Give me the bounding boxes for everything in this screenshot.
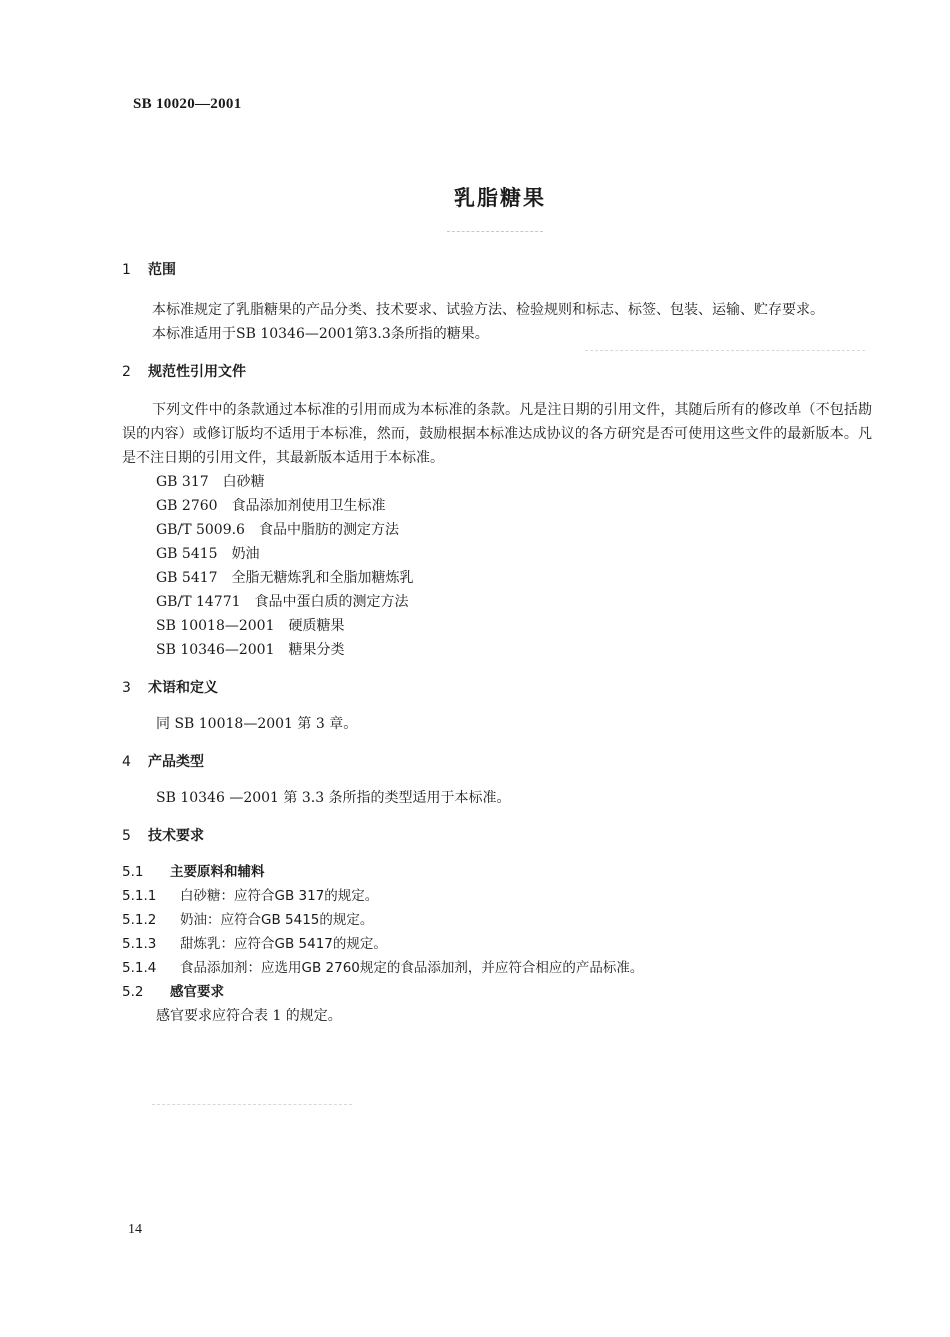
reference-code: GB 2760 xyxy=(156,498,218,514)
applicability-paragraph: 本标准适用于SB 10346—2001第3.3条所指的糖果。 xyxy=(152,326,489,342)
reference-list xyxy=(122,470,872,662)
subsection-title: 主要原料和辅料 xyxy=(170,864,265,880)
reference-name: 硬质糖果 xyxy=(288,618,345,634)
reference-code: GB 5417 xyxy=(156,570,218,586)
clause-item xyxy=(122,932,872,956)
title-underline xyxy=(447,231,543,232)
section-title: 产品类型 xyxy=(148,754,204,770)
page-number: 14 xyxy=(128,1222,142,1237)
reference-item xyxy=(156,566,872,590)
reference-code: SB 10018—2001 xyxy=(156,618,275,634)
subsection-5-1-heading xyxy=(122,860,872,884)
product-type-text: SB 10346 —2001 第 3.3 条所指的类型适用于本标准。 xyxy=(156,790,511,806)
clause-text: 食品添加剂：应选用GB 2760规定的食品添加剂，并应符合相应的产品标准。 xyxy=(180,960,644,976)
clause-text: 甜炼乳：应符合GB 5417的规定。 xyxy=(180,936,387,952)
section-1-heading xyxy=(122,258,872,282)
standard-code: SB 10020—2001 xyxy=(133,96,242,112)
reference-item xyxy=(156,638,872,662)
reference-item xyxy=(156,470,872,494)
reference-name: 食品添加剂使用卫生标准 xyxy=(231,498,386,514)
reference-name: 食品中脂肪的测定方法 xyxy=(258,522,399,538)
section-2-heading xyxy=(122,360,872,384)
terms-text: 同 SB 10018—2001 第 3 章。 xyxy=(156,716,358,732)
subsection-5-2-heading xyxy=(122,980,872,1004)
section-title: 术语和定义 xyxy=(148,680,218,696)
normative-references-paragraph: 下列文件中的条款通过本标准的引用而成为本标准的条款。凡是注日期的引用文件，其随后所有的修改单（不包括勘误的内容）或修订版均不适用于本标准，然而，鼓励根据本标准达成协议的各方研究是否可使用这些文件的最新版本。凡是不注日期的引用文件，其最新版本适用于本标准。 xyxy=(122,402,872,466)
clause-number: 5.1.4 xyxy=(122,960,157,976)
section-title: 规范性引用文件 xyxy=(148,364,246,380)
clause-text: 奶油：应符合GB 5415的规定。 xyxy=(180,912,374,928)
section-number: 2 xyxy=(122,364,131,380)
reference-code: SB 10346—2001 xyxy=(156,642,275,658)
section-5-heading xyxy=(122,824,872,848)
reference-name: 食品中蛋白质的测定方法 xyxy=(254,594,409,610)
clause-item xyxy=(122,908,872,932)
section-title: 范围 xyxy=(148,262,176,278)
scope-paragraph: 本标准规定了乳脂糖果的产品分类、技术要求、试验方法、检验规则和标志、标签、包装、运输、贮存要求。 xyxy=(152,302,824,318)
section-title: 技术要求 xyxy=(148,828,204,844)
document-title: 乳脂糖果 xyxy=(454,186,546,210)
reference-code: GB 317 xyxy=(156,474,209,490)
section-number: 3 xyxy=(122,680,131,696)
reference-item xyxy=(156,518,872,542)
clause-item xyxy=(122,884,872,908)
reference-name: 白砂糖 xyxy=(222,474,265,490)
reference-code: GB/T 5009.6 xyxy=(156,522,245,538)
subsection-title: 感官要求 xyxy=(170,984,224,1000)
section-number: 4 xyxy=(122,754,131,770)
reference-item xyxy=(156,590,872,614)
clause-text: 白砂糖：应符合GB 317的规定。 xyxy=(180,888,379,904)
reference-name: 糖果分类 xyxy=(288,642,345,658)
reference-item xyxy=(156,542,872,566)
section-number: 5 xyxy=(122,828,131,844)
reference-code: GB 5415 xyxy=(156,546,218,562)
reference-name: 全脂无糖炼乳和全脂加糖炼乳 xyxy=(231,570,414,586)
reference-item xyxy=(156,614,872,638)
subsection-number: 5.1 xyxy=(122,864,144,880)
clause-number: 5.1.1 xyxy=(122,888,157,904)
document-body xyxy=(122,258,872,1028)
scan-artifact-line xyxy=(585,350,865,351)
reference-name: 奶油 xyxy=(231,546,260,562)
clause-item xyxy=(122,956,872,980)
reference-code: GB/T 14771 xyxy=(156,594,241,610)
section-number: 1 xyxy=(122,262,131,278)
scan-artifact-line xyxy=(152,1104,352,1105)
clause-number: 5.1.2 xyxy=(122,912,157,928)
clause-number: 5.1.3 xyxy=(122,936,157,952)
sensory-requirement-text: 感官要求应符合表 1 的规定。 xyxy=(156,1008,342,1024)
section-3-heading xyxy=(122,676,872,700)
subsection-number: 5.2 xyxy=(122,984,144,1000)
section-4-heading xyxy=(122,750,872,774)
reference-item xyxy=(156,494,872,518)
